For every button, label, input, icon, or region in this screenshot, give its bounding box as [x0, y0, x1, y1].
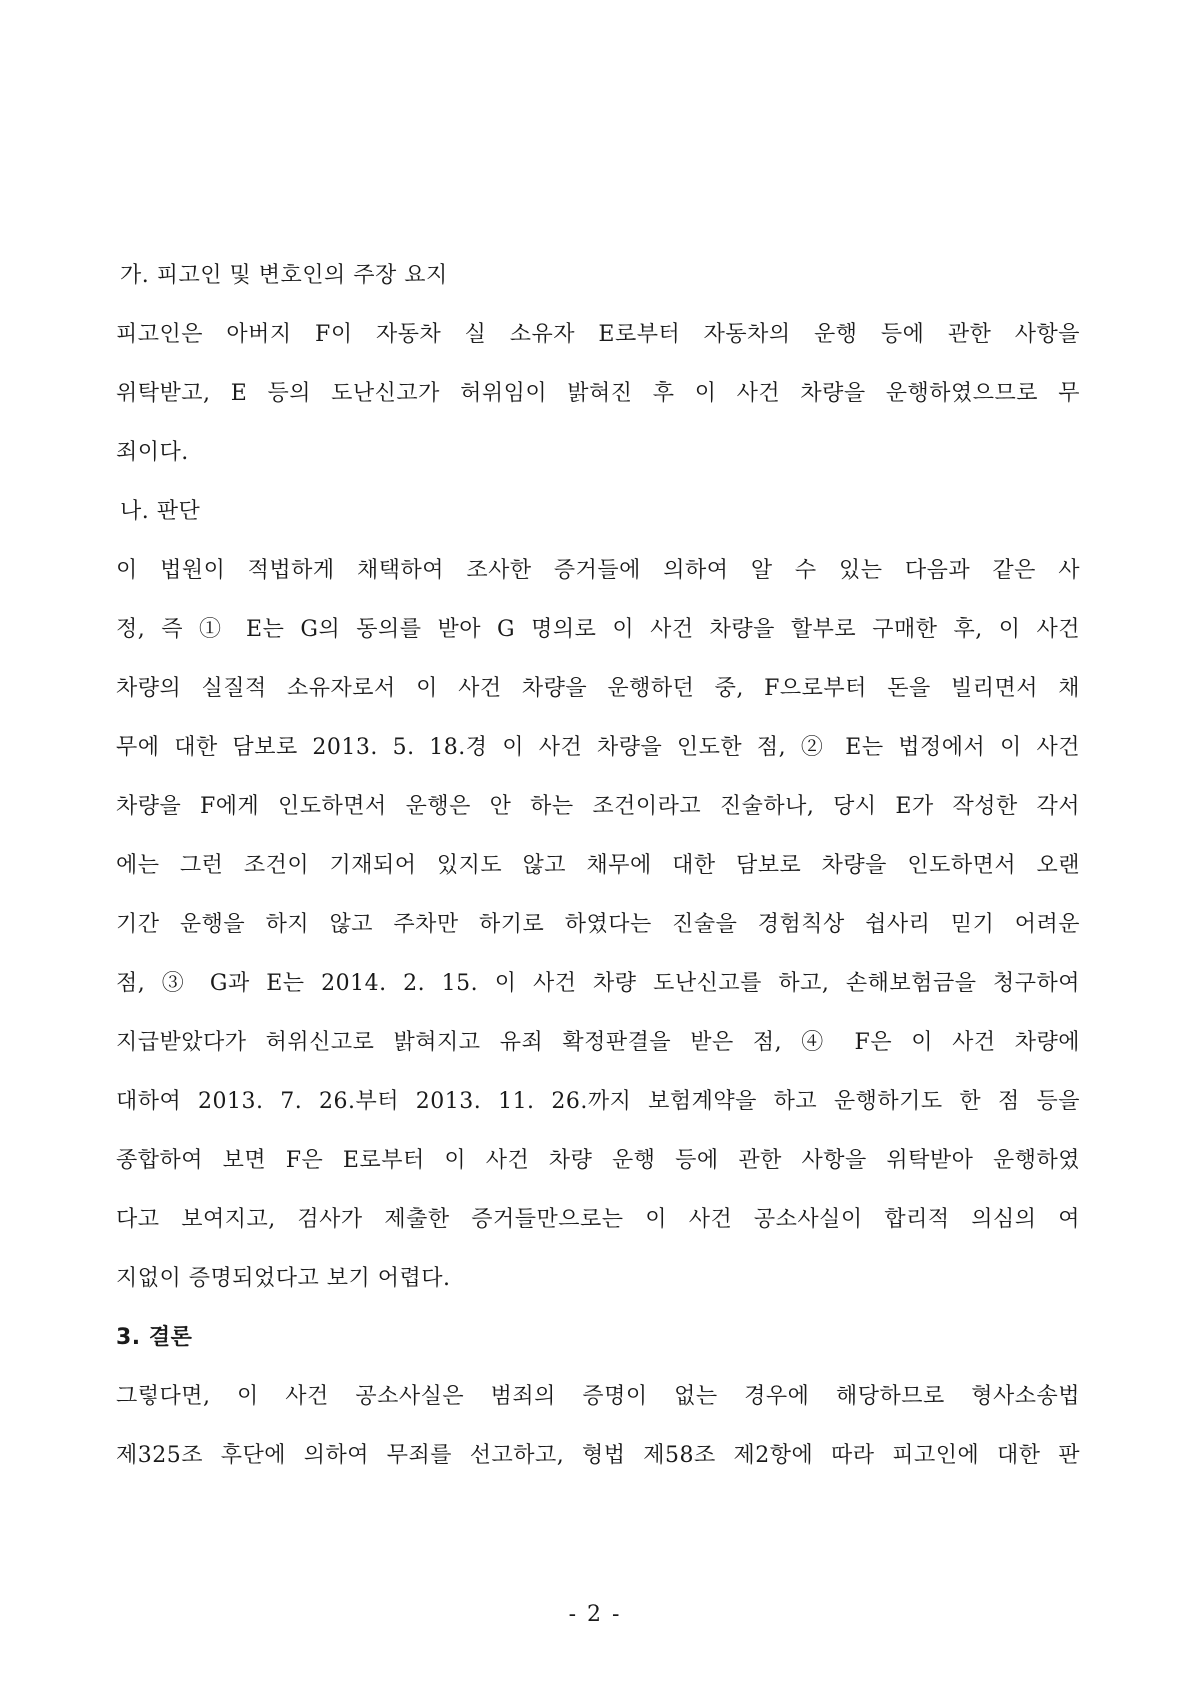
paragraph-line: 위탁받고, E 등의 도난신고가 허위임이 밝혀진 후 이 사건 차량을 운행하였으므로 무: [116, 381, 1080, 406]
paragraph-line: 기간 운행을 하지 않고 주차만 하기로 하였다는 진술을 경험칙상 쉽사리 믿기 어려운: [116, 912, 1080, 937]
paragraph-line: 정, 즉 ① E는 G의 동의를 받아 G 명의로 이 사건 차량을 할부로 구매한 후, 이 사건: [116, 617, 1080, 642]
paragraph-line: 에는 그런 조건이 기재되어 있지도 않고 채무에 대한 담보로 차량을 인도하면서 오랜: [116, 853, 1080, 878]
paragraph-line: 다고 보여지고, 검사가 제출한 증거들만으로는 이 사건 공소사실이 합리적 의심의 여: [116, 1207, 1080, 1232]
paragraph-line: 점, ③ G과 E는 2014. 2. 15. 이 사건 차량 도난신고를 하고, 손해보험금을 청구하여: [116, 971, 1080, 996]
paragraph-line: 그렇다면, 이 사건 공소사실은 범죄의 증명이 없는 경우에 해당하므로 형사소송법: [116, 1384, 1080, 1409]
paragraph-line: 제325조 후단에 의하여 무죄를 선고하고, 형법 제58조 제2항에 따라 피고인에 대한 판: [116, 1443, 1080, 1468]
subsection-heading-claims: 가. 피고인 및 변호인의 주장 요지: [120, 263, 448, 288]
paragraph-line: 이 법원이 적법하게 채택하여 조사한 증거들에 의하여 알 수 있는 다음과 같은 사: [116, 558, 1080, 583]
subsection-heading-judgment: 나. 판단: [120, 499, 201, 524]
paragraph-line: 무에 대한 담보로 2013. 5. 18.경 이 사건 차량을 인도한 점, ② E는 법정에서 이 사건: [116, 735, 1080, 760]
paragraph-line: 지없이 증명되었다고 보기 어렵다.: [116, 1266, 451, 1291]
page-number: - 2 -: [568, 1602, 622, 1627]
paragraph-line: 대하여 2013. 7. 26.부터 2013. 11. 26.까지 보험계약을 하고 운행하기도 한 점 등을: [116, 1089, 1080, 1114]
paragraph-line: 지급받았다가 허위신고로 밝혀지고 유죄 확정판결을 받은 점, ④ F은 이 사건 차량에: [116, 1030, 1080, 1055]
document-body: [116, 246, 1080, 1485]
paragraph-line: 종합하여 보면 F은 E로부터 이 사건 차량 운행 등에 관한 사항을 위탁받아 운행하였: [116, 1148, 1080, 1173]
paragraph-line: 차량의 실질적 소유자로서 이 사건 차량을 운행하던 중, F으로부터 돈을 빌리면서 채: [116, 676, 1080, 701]
paragraph-line: 차량을 F에게 인도하면서 운행은 안 하는 조건이라고 진술하나, 당시 E가 작성한 각서: [116, 794, 1080, 819]
paragraph-line: 피고인은 아버지 F이 자동차 실 소유자 E로부터 자동차의 운행 등에 관한 사항을: [116, 322, 1080, 347]
paragraph-line: 죄이다.: [116, 440, 189, 465]
section-heading-conclusion: 3. 결론: [116, 1325, 193, 1350]
